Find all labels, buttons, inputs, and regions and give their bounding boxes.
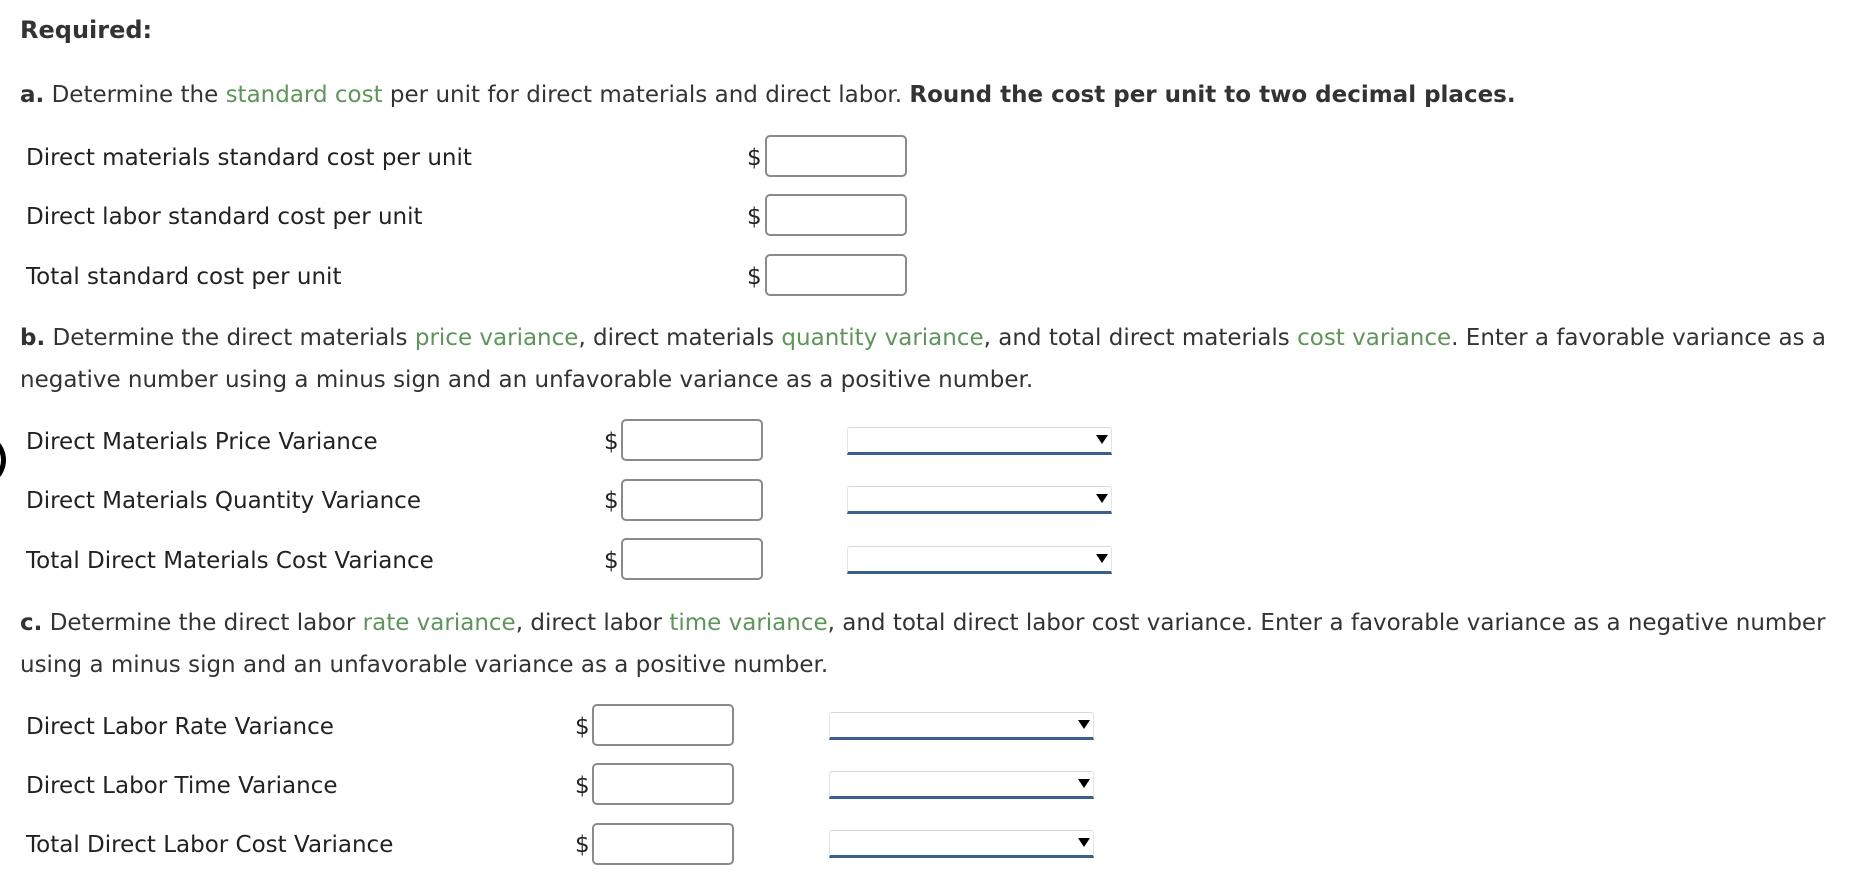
dm-price-variance-currency: $	[604, 429, 619, 455]
part-a-letter: a.	[20, 82, 45, 108]
dl-rate-variance-label: Direct Labor Rate Variance	[26, 714, 334, 740]
part-b-letter: b.	[20, 325, 46, 351]
part-c-text-3: , and total direct labor cost variance. Enter a favorable variance as a negative number using a minus sign and an unfavorable variance as a positive number.	[20, 610, 1826, 678]
term-cost-variance[interactable]: cost variance	[1297, 325, 1452, 351]
dm-price-variance-label: Direct Materials Price Variance	[26, 429, 378, 455]
chevron-down-icon	[1096, 435, 1108, 444]
chevron-down-icon	[1078, 838, 1090, 847]
term-rate-variance[interactable]: rate variance	[362, 610, 516, 636]
dm-price-variance-input[interactable]	[621, 419, 763, 461]
total-standard-cost-input[interactable]	[765, 254, 907, 296]
dm-total-cost-variance-input[interactable]	[621, 538, 763, 580]
dl-rate-variance-input[interactable]	[592, 704, 734, 746]
part-b-text-2: , direct materials	[578, 325, 775, 351]
part-c-text-1: Determine the direct labor	[49, 610, 356, 636]
part-a-bold-instruction: Round the cost per unit to two decimal places.	[909, 82, 1516, 108]
dm-total-cost-variance-select[interactable]	[847, 546, 1112, 574]
chevron-down-icon	[1096, 494, 1108, 503]
dm-total-cost-variance-currency: $	[604, 548, 619, 574]
part-b-instructions	[20, 317, 1850, 401]
dm-price-variance-select[interactable]	[847, 427, 1112, 455]
part-c-instructions	[20, 602, 1850, 686]
part-b-text-1: Determine the direct materials	[52, 325, 408, 351]
dm-standard-cost-label: Direct materials standard cost per unit	[26, 145, 472, 171]
dl-standard-cost-input[interactable]	[765, 194, 907, 236]
dm-quantity-variance-select[interactable]	[847, 486, 1112, 514]
dl-time-variance-input[interactable]	[592, 763, 734, 805]
dl-rate-variance-select[interactable]	[829, 712, 1094, 740]
dl-standard-cost-label: Direct labor standard cost per unit	[26, 204, 423, 230]
total-standard-cost-currency: $	[747, 264, 762, 290]
dl-time-variance-currency: $	[575, 773, 590, 799]
chevron-down-icon	[1078, 779, 1090, 788]
part-a-text-2: per unit for direct materials and direct labor.	[389, 82, 903, 108]
dl-time-variance-label: Direct Labor Time Variance	[26, 773, 338, 799]
dm-quantity-variance-currency: $	[604, 488, 619, 514]
part-a-instructions	[20, 74, 1850, 116]
dl-total-cost-variance-label: Total Direct Labor Cost Variance	[26, 832, 394, 858]
dm-quantity-variance-input[interactable]	[621, 479, 763, 521]
part-a-text-1: Determine the	[51, 82, 219, 108]
part-c-text-2: , direct labor	[515, 610, 663, 636]
term-standard-cost[interactable]: standard cost	[225, 82, 383, 108]
dl-total-cost-variance-select[interactable]	[829, 830, 1094, 858]
dl-total-cost-variance-input[interactable]	[592, 823, 734, 865]
dm-quantity-variance-label: Direct Materials Quantity Variance	[26, 488, 421, 514]
dm-standard-cost-currency: $	[747, 145, 762, 171]
part-b-text-4: . Enter a favorable variance as a negative number using a minus sign and an unfavorable variance as a positive number.	[20, 325, 1826, 393]
dm-total-cost-variance-label: Total Direct Materials Cost Variance	[26, 548, 434, 574]
dm-standard-cost-input[interactable]	[765, 135, 907, 177]
required-heading: Required:	[20, 16, 153, 44]
total-standard-cost-label: Total standard cost per unit	[26, 264, 342, 290]
dl-time-variance-select[interactable]	[829, 771, 1094, 799]
dl-total-cost-variance-currency: $	[575, 832, 590, 858]
dl-rate-variance-currency: $	[575, 714, 590, 740]
term-price-variance[interactable]: price variance	[414, 325, 579, 351]
part-b-text-3: , and total direct materials	[983, 325, 1290, 351]
chevron-down-icon	[1096, 554, 1108, 563]
dl-standard-cost-currency: $	[747, 204, 762, 230]
part-c-letter: c.	[20, 610, 43, 636]
edge-mark	[0, 433, 6, 487]
chevron-down-icon	[1078, 720, 1090, 729]
term-time-variance[interactable]: time variance	[669, 610, 828, 636]
term-quantity-variance[interactable]: quantity variance	[781, 325, 984, 351]
